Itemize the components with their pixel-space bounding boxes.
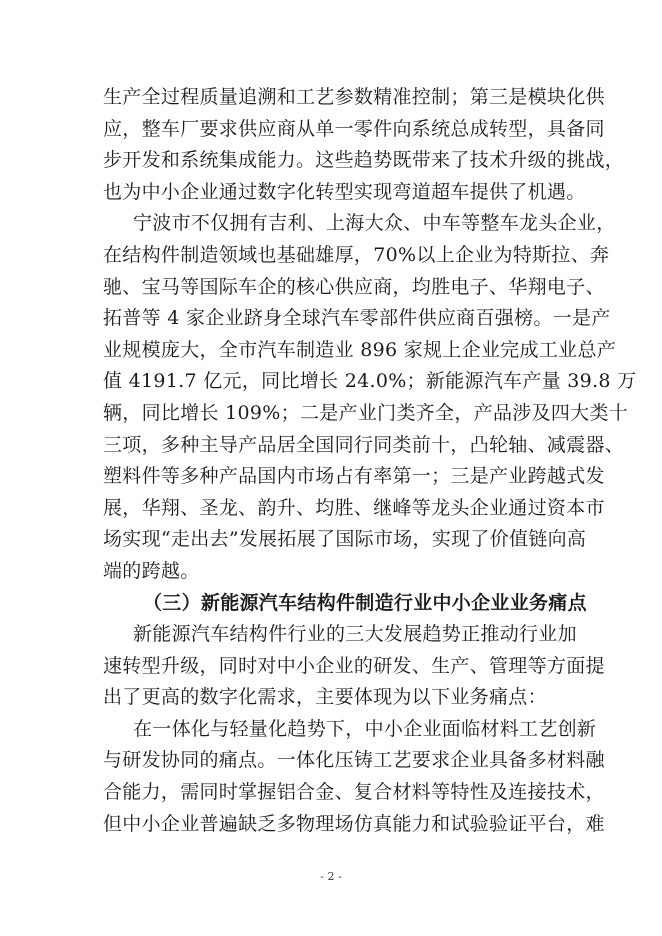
text-line: 但中小企业普遍缺乏多物理场仿真能力和试验验证平台，难: [103, 812, 605, 835]
text-line: 三项，多种主导产品居全国同行同类前十，凸轮轴、减震器、: [103, 433, 625, 456]
text-line: 驰、宝马等国际车企的核心供应商，均胜电子、华翔电子、: [103, 275, 605, 298]
page-number: - 2 -: [320, 870, 342, 883]
paragraph: [103, 714, 605, 840]
paragraph: [103, 208, 637, 587]
text-line: 应，整车厂要求供应商从单一零件向系统总成转型，具备同: [103, 117, 605, 140]
paragraph: [103, 82, 625, 208]
text-line: 新能源汽车结构件行业的三大发展趋势正推动行业加: [133, 623, 577, 646]
text-line: 塑料件等多种产品国内市场占有率第一；三是产业跨越式发: [103, 465, 605, 488]
text-line: 步开发和系统集成能力。这些趋势既带来了技术升级的挑战，: [103, 149, 625, 172]
text-line: 合能力，需同时掌握铝合金、复合材料等特性及连接技术，: [103, 781, 605, 804]
text-line: 与研发协同的痛点。一体化压铸工艺要求企业具备多材料融: [103, 749, 605, 772]
text-line: 业规模庞大，全市汽车制造业 896 家规上企业完成工业总产: [103, 338, 617, 361]
text-line: 生产全过程质量追溯和工艺参数精准控制；第三是模块化供: [103, 86, 605, 108]
text-line: 出了更高的数字化需求，主要体现为以下业务痛点：: [103, 686, 547, 709]
document-body: [103, 82, 637, 840]
text-line: 辆，同比增长 109%；二是产业门类齐全，产品涉及四大类十: [103, 401, 629, 424]
text-line: 拓普等 4 家企业跻身全球汽车零部件供应商百强榜。一是产: [103, 307, 611, 330]
text-line: 也为中小企业通过数字化转型实现弯道超车提供了机遇。: [103, 180, 586, 203]
text-line: 速转型升级，同时对中小企业的研发、生产、管理等方面提: [103, 654, 605, 677]
text-line: 场实现“走出去”发展拓展了国际市场，实现了价值链向高: [103, 528, 587, 551]
text-line: 宁波市不仅拥有吉利、上海大众、中车等整车龙头企业，: [133, 212, 616, 235]
text-line: 在结构件制造领域也基础雄厚，70%以上企业为特斯拉、奔: [103, 243, 610, 266]
text-line: 展，华翔、圣龙、韵升、均胜、继峰等龙头企业通过资本市: [103, 496, 605, 519]
section-heading: （三）新能源汽车结构件制造行业中小企业业务痛点: [143, 591, 587, 614]
paragraph: [103, 619, 605, 714]
text-line: 在一体化与轻量化趋势下，中小企业面临材料工艺创新: [133, 717, 597, 740]
text-line: 值 4191.7 亿元，同比增长 24.0%；新能源汽车产量 39.8 万: [103, 370, 637, 393]
text-line: 端的跨越。: [103, 559, 200, 582]
